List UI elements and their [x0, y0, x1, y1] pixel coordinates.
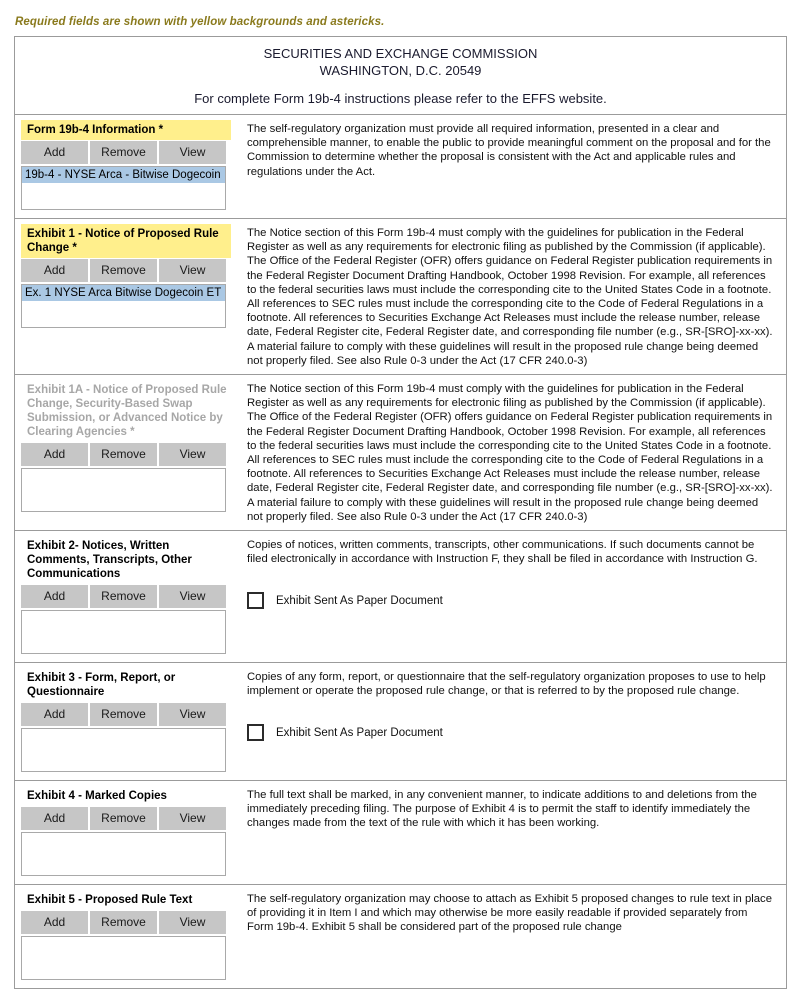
button-bar-exhibit-1a: [21, 443, 226, 466]
exhibit-row: [15, 375, 786, 531]
button-bar-exhibit-4: [21, 807, 226, 830]
remove-button-exhibit-1[interactable]: Remove: [90, 259, 157, 282]
paper-document-checkbox-exhibit-2[interactable]: [247, 592, 264, 609]
paper-document-label: Exhibit Sent As Paper Document: [276, 726, 443, 739]
add-button-exhibit-5[interactable]: Add: [21, 911, 88, 934]
remove-button-exhibit-1a: Remove: [90, 443, 157, 466]
remove-button-form-19b-4-information[interactable]: Remove: [90, 141, 157, 164]
add-button-exhibit-4[interactable]: Add: [21, 807, 88, 830]
add-button-exhibit-2[interactable]: Add: [21, 585, 88, 608]
exhibit-sections: [15, 115, 786, 988]
button-bar-exhibit-2: [21, 585, 226, 608]
description-text: The Notice section of this Form 19b-4 must comply with the guidelines for publication in the Federal Register as well as any requirements for electronic filing as published by the Commission (if applicable). The Office of the Federal Register (OFR) offers guidance on Federal Register publication requirements in the Federal Register Document Drafting Handbook, October 1998 Revision. For example, all references to the federal securities laws must include the corresponding cite to the United States Code in a footnote. All references to SEC rules must include the corresponding cite to the Code of Federal Regulations in a footnote. All references to Securities Exchange Act Releases must include the release number, release date, Federal Register cite, Federal Register date, and corresponding file number (e.g., SR-[SRO]-xx-xx). A material failure to comply with these guidelines will result in the proposed rule change being deemed not properly filed. See also Rule 0-3 under the Act (17 CFR 240.0-3): [247, 383, 773, 523]
list-item[interactable]: Ex. 1 NYSE Arca Bitwise Dogecoin ET: [22, 285, 225, 301]
button-bar-form-19b-4-information: [21, 141, 226, 164]
remove-button-exhibit-2[interactable]: Remove: [90, 585, 157, 608]
form-header: [15, 37, 786, 115]
section-title-form-19b-4-information: Form 19b-4 Information *: [21, 120, 231, 140]
exhibit-row: [15, 781, 786, 885]
remove-button-exhibit-4[interactable]: Remove: [90, 807, 157, 830]
exhibit-controls-exhibit-4: [15, 781, 237, 884]
file-list-exhibit-1a[interactable]: [21, 468, 226, 512]
exhibit-row: [15, 663, 786, 781]
file-list-exhibit-4[interactable]: [21, 832, 226, 876]
button-bar-exhibit-3: [21, 703, 226, 726]
section-title-exhibit-5: Exhibit 5 - Proposed Rule Text: [27, 894, 193, 907]
file-list-exhibit-2[interactable]: [21, 610, 226, 654]
view-button-exhibit-2[interactable]: View: [159, 585, 226, 608]
view-button-form-19b-4-information[interactable]: View: [159, 141, 226, 164]
description-text: The self-regulatory organization must provide all required information, presented in a clear and comprehensible manner, to enable the public to provide meaningful comment on the proposal and for the Commission to determine whether the proposal is consistent with the Act and applicable rules and regulations under the Act.: [247, 123, 771, 178]
exhibit-row: [15, 885, 786, 988]
required-fields-note: Required fields are shown with yellow backgrounds and astericks.: [15, 16, 385, 28]
button-bar-exhibit-1: [21, 259, 226, 282]
exhibit-description-exhibit-2: [237, 531, 786, 615]
add-button-exhibit-3[interactable]: Add: [21, 703, 88, 726]
exhibit-description-form-19b-4-information: [237, 115, 786, 185]
description-text: Copies of notices, written comments, transcripts, other communications. If such documents cannot be filed electronically in accordance with Instruction F, they shall be filed in accordance with Instruction G.: [247, 539, 758, 566]
exhibit-controls-exhibit-3: [15, 663, 237, 780]
exhibit-controls-exhibit-1a: [15, 375, 237, 520]
view-button-exhibit-1a: View: [159, 443, 226, 466]
view-button-exhibit-5[interactable]: View: [159, 911, 226, 934]
section-title-exhibit-2: Exhibit 2- Notices, Written Comments, Transcripts, Other Communications: [27, 540, 192, 581]
add-button-exhibit-1a: Add: [21, 443, 88, 466]
exhibit-controls-exhibit-5: [15, 885, 237, 988]
form-instructions: For complete Form 19b-4 instructions please refer to the EFFS website.: [194, 91, 607, 106]
description-text: The self-regulatory organization may choose to attach as Exhibit 5 proposed changes to rule text in place of providing it in Item I and which may otherwise be more easily readable if provided separately from Form 19b-4. Exhibit 5 shall be considered part of the proposed rule change: [247, 893, 772, 934]
exhibit-description-exhibit-1: [237, 219, 786, 374]
exhibit-description-exhibit-1a: [237, 375, 786, 530]
button-bar-exhibit-5: [21, 911, 226, 934]
exhibit-controls-form-19b-4-information: [15, 115, 237, 218]
exhibit-row: [15, 219, 786, 375]
remove-button-exhibit-5[interactable]: Remove: [90, 911, 157, 934]
view-button-exhibit-1[interactable]: View: [159, 259, 226, 282]
view-button-exhibit-3[interactable]: View: [159, 703, 226, 726]
file-list-exhibit-5[interactable]: [21, 936, 226, 980]
view-button-exhibit-4[interactable]: View: [159, 807, 226, 830]
exhibit-controls-exhibit-1: [15, 219, 237, 336]
paper-document-label: Exhibit Sent As Paper Document: [276, 594, 443, 607]
section-title-exhibit-1: Exhibit 1 - Notice of Proposed Rule Change *: [21, 224, 231, 258]
remove-button-exhibit-3[interactable]: Remove: [90, 703, 157, 726]
description-text: The full text shall be marked, in any convenient manner, to indicate additions to and deletions from the immediately preceding filing. The purpose of Exhibit 4 is to permit the staff to identify immediately the changes made from the text of the rule with which it has been working.: [247, 789, 757, 830]
file-list-form-19b-4-information[interactable]: [21, 166, 226, 210]
paper-document-checkbox-exhibit-3[interactable]: [247, 724, 264, 741]
header-spacer: [15, 79, 786, 90]
description-text: Copies of any form, report, or questionnaire that the self-regulatory organization proposes to use to help implement or operate the proposed rule change, or that is referred to by the proposed rule change.: [247, 671, 766, 698]
section-title-exhibit-3: Exhibit 3 - Form, Report, or Questionnaire: [27, 672, 176, 699]
exhibit-controls-exhibit-2: [15, 531, 237, 662]
exhibit-description-exhibit-3: [237, 663, 786, 747]
exhibit-description-exhibit-5: [237, 885, 786, 941]
section-title-exhibit-1a: Exhibit 1A - Notice of Proposed Rule Change, Security-Based Swap Submission, or Advanced Notice by Clearing Agencies *: [27, 384, 227, 439]
file-list-exhibit-1[interactable]: [21, 284, 226, 328]
file-list-exhibit-3[interactable]: [21, 728, 226, 772]
exhibit-row: [15, 531, 786, 663]
form-frame: [14, 36, 787, 989]
exhibit-description-exhibit-4: [237, 781, 786, 837]
add-button-exhibit-1[interactable]: Add: [21, 259, 88, 282]
agency-address: WASHINGTON, D.C. 20549: [319, 63, 482, 78]
description-text: The Notice section of this Form 19b-4 must comply with the guidelines for publication in the Federal Register as well as any requirements for electronic filing as published by the Commission (if applicable). The Office of the Federal Register (OFR) offers guidance on Federal Register publication requirements in the Federal Register Document Drafting Handbook, October 1998 Revision. For example, all references to the federal securities laws must include the corresponding cite to the United States Code in a footnote. All references to SEC rules must include the corresponding cite to the Code of Federal Regulations in a footnote. All references to Securities Exchange Act Releases must include the release number, release date, Federal Register cite, Federal Register date, and corresponding file number (e.g., SR-[SRO]-xx-xx). A material failure to comply with these guidelines will result in the proposed rule change being deemed not properly filed. See also Rule 0-3 under the Act (17 CFR 240.0-3): [247, 227, 773, 367]
agency-name: SECURITIES AND EXCHANGE COMMISSION: [263, 46, 538, 61]
section-title-exhibit-4: Exhibit 4 - Marked Copies: [27, 790, 167, 803]
paper-document-row-exhibit-2: [247, 592, 776, 609]
exhibit-row: [15, 115, 786, 219]
add-button-form-19b-4-information[interactable]: Add: [21, 141, 88, 164]
paper-document-row-exhibit-3: [247, 724, 776, 741]
list-item[interactable]: 19b-4 - NYSE Arca - Bitwise Dogecoin: [22, 167, 225, 183]
